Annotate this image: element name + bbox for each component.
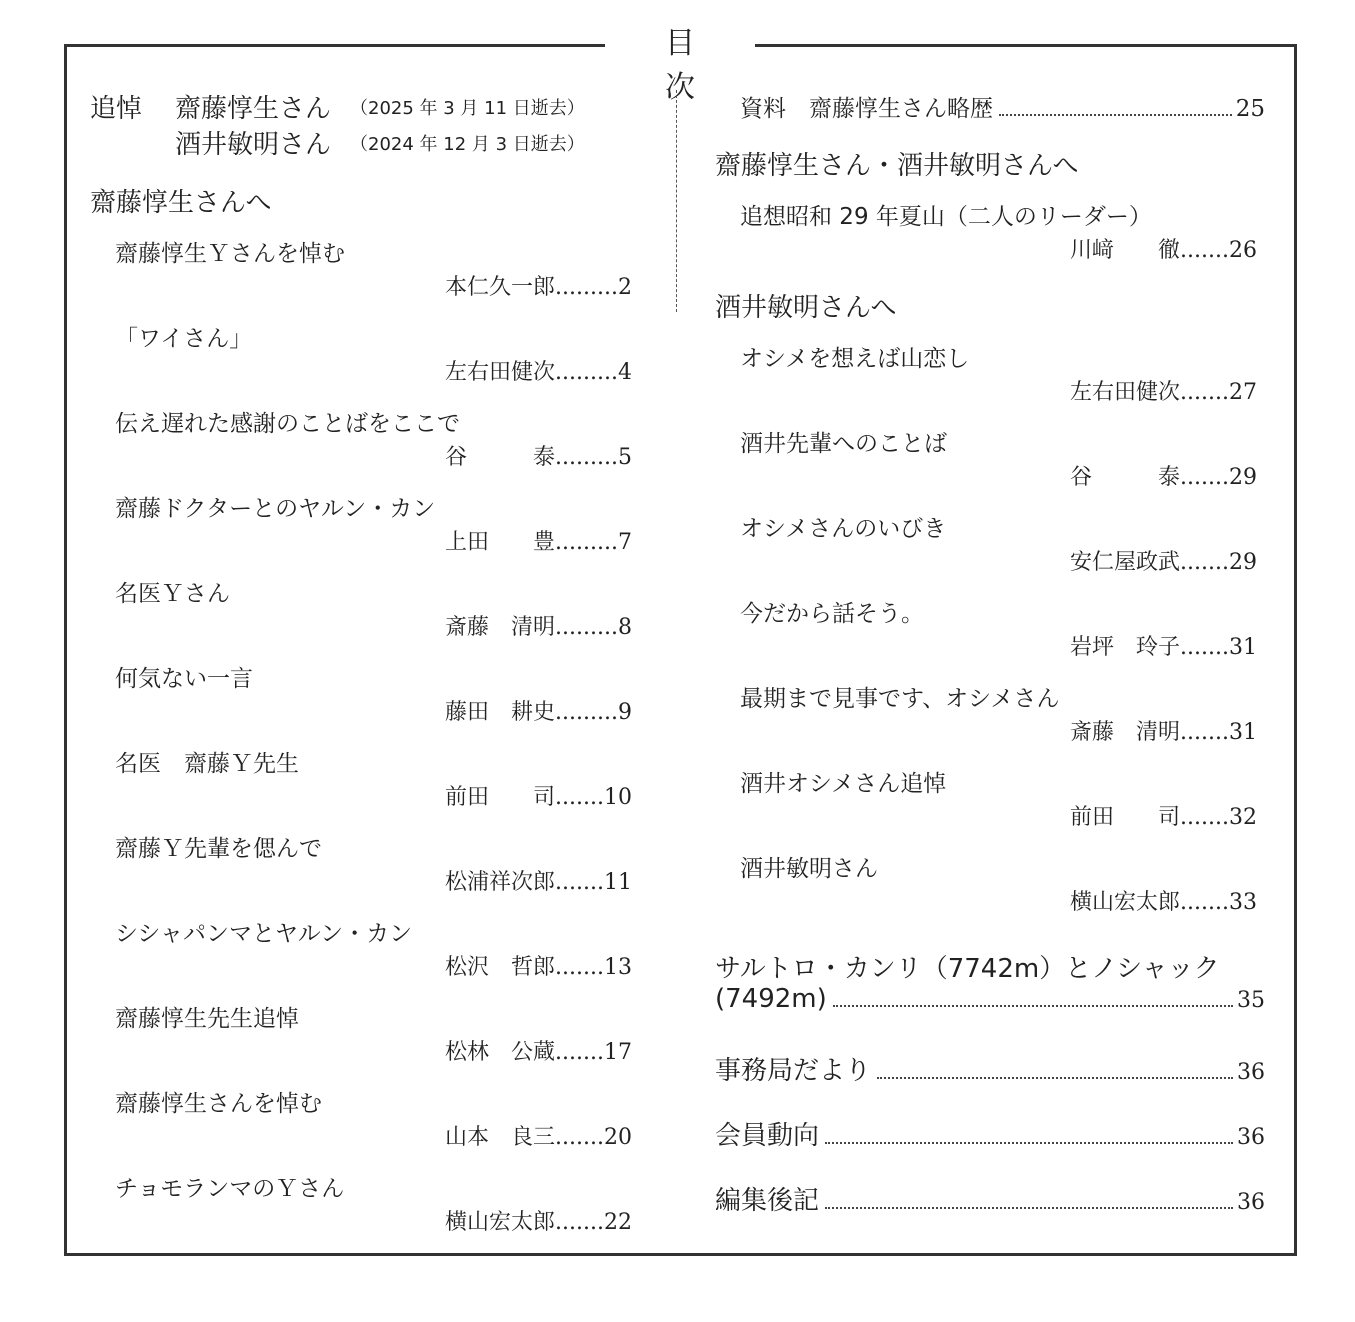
left-entry-title: 「ワイさん」	[115, 326, 253, 352]
right-entry-title: オシメを想えば山恋し	[740, 346, 970, 372]
right-entry-author: 横山宏太郎.......33	[1070, 890, 1257, 915]
left-entry-author: 谷 泰.........5	[445, 445, 632, 470]
left-entry-author: 松林 公蔵.......17	[445, 1040, 632, 1065]
leader-dots	[825, 1142, 1233, 1144]
left-entry-title: 名医 齋藤Ｙ先生	[115, 751, 299, 777]
right-entry-title: 最期まで見事です、オシメさん	[740, 686, 1060, 712]
memorial-note-1: （2025 年 3 月 11 日逝去）	[350, 98, 585, 119]
leader-dots	[999, 114, 1232, 116]
left-entry-author: 本仁久一郎.........2	[445, 275, 632, 300]
left-entry-title: 齋藤惇生Ｙさんを悼む	[115, 241, 345, 267]
left-entry-author: 山本 良三.......20	[445, 1125, 632, 1150]
right-entry-author: 安仁屋政武.......29	[1070, 550, 1257, 575]
office-row	[715, 1050, 1265, 1087]
right-entry-author: 左右田健次.......27	[1070, 380, 1257, 405]
left-entry-title: 齋藤惇生先生追悼	[115, 1006, 299, 1032]
right-entry-title: 酒井先輩へのことば	[740, 431, 947, 457]
left-entry-author: 左右田健次.........4	[445, 360, 632, 385]
right-entry-title: 酒井敏明さん	[740, 856, 878, 882]
editorial-label: 編集後記	[715, 1186, 820, 1216]
joint-section-heading: 齋藤惇生さん・酒井敏明さんへ	[715, 151, 1079, 181]
memorial-name-1: 齋藤惇生さん	[175, 94, 332, 124]
left-entry-title: 齋藤惇生さんを悼む	[115, 1091, 322, 1117]
right-entry-title: オシメさんのいびき	[740, 516, 947, 542]
right-entry-author: 岩坪 玲子.......31	[1070, 635, 1257, 660]
resource-page: 25	[1235, 96, 1265, 122]
right-entry-title: 酒井オシメさん追悼	[740, 771, 947, 797]
right-entry-title: 今だから話そう。	[740, 601, 924, 627]
joint-entry-author: 川﨑 徹.......26	[1070, 238, 1257, 263]
right-entry-author: 斎藤 清明.......31	[1070, 720, 1257, 745]
left-entry-author: 藤田 耕史.........9	[445, 700, 632, 725]
saltoro-title-line2: (7492m)	[715, 984, 827, 1014]
leader-dots	[825, 1207, 1233, 1209]
right-entry-author: 谷 泰.......29	[1070, 465, 1257, 490]
left-entry-author: 斎藤 清明.........8	[445, 615, 632, 640]
left-entry-title: 伝え遅れた感謝のことばをここで	[115, 411, 460, 437]
left-entry-author: 上田 豊.........7	[445, 530, 632, 555]
joint-entry-title: 追想昭和 29 年夏山（二人のリーダー）	[740, 204, 1152, 230]
resource-label: 資料 齋藤惇生さん略歴	[740, 96, 993, 122]
memorial-label: 追悼	[90, 94, 143, 124]
saltoro-page: 35	[1237, 988, 1265, 1013]
left-entry-title: 何気ない一言	[115, 666, 253, 692]
right-section-heading: 酒井敏明さんへ	[715, 293, 897, 323]
left-entry-title: 齋藤ドクターとのヤルン・カン	[115, 496, 436, 522]
left-entry-author: 横山宏太郎.......22	[445, 1210, 632, 1235]
office-label: 事務局だより	[715, 1056, 872, 1086]
left-entry-title: 名医Ｙさん	[115, 581, 230, 607]
office-page: 36	[1237, 1060, 1265, 1085]
left-entry-author: 松浦祥次郎.......11	[445, 870, 632, 895]
left-entry-author: 前田 司.......10	[445, 785, 632, 810]
memorial-note-2: （2024 年 12 月 3 日逝去）	[350, 134, 585, 155]
leader-dots	[833, 1005, 1233, 1007]
left-entry-title: 齋藤Ｙ先輩を偲んで	[115, 836, 322, 862]
memorial-name-2: 酒井敏明さん	[175, 130, 332, 160]
leader-dots	[877, 1077, 1233, 1079]
left-section-heading: 齋藤惇生さんへ	[90, 188, 272, 218]
resource-row	[740, 90, 1265, 123]
left-entry-title: チョモランマのＹさん	[115, 1176, 345, 1202]
saltoro-row	[715, 984, 1265, 1014]
editorial-row	[715, 1180, 1265, 1217]
editorial-page: 36	[1237, 1190, 1265, 1215]
right-entry-author: 前田 司.......32	[1070, 805, 1257, 830]
page-title: 目 次	[605, 22, 755, 66]
saltoro-title-line1: サルトロ・カンリ（7742m）とノシャック	[715, 954, 1220, 984]
left-entry-title: シシャパンマとヤルン・カン	[115, 921, 413, 947]
left-entry-author: 松沢 哲郎.......13	[445, 955, 632, 980]
column-divider	[676, 90, 677, 312]
members-label: 会員動向	[715, 1121, 820, 1151]
members-row	[715, 1115, 1265, 1152]
members-page: 36	[1237, 1125, 1265, 1150]
